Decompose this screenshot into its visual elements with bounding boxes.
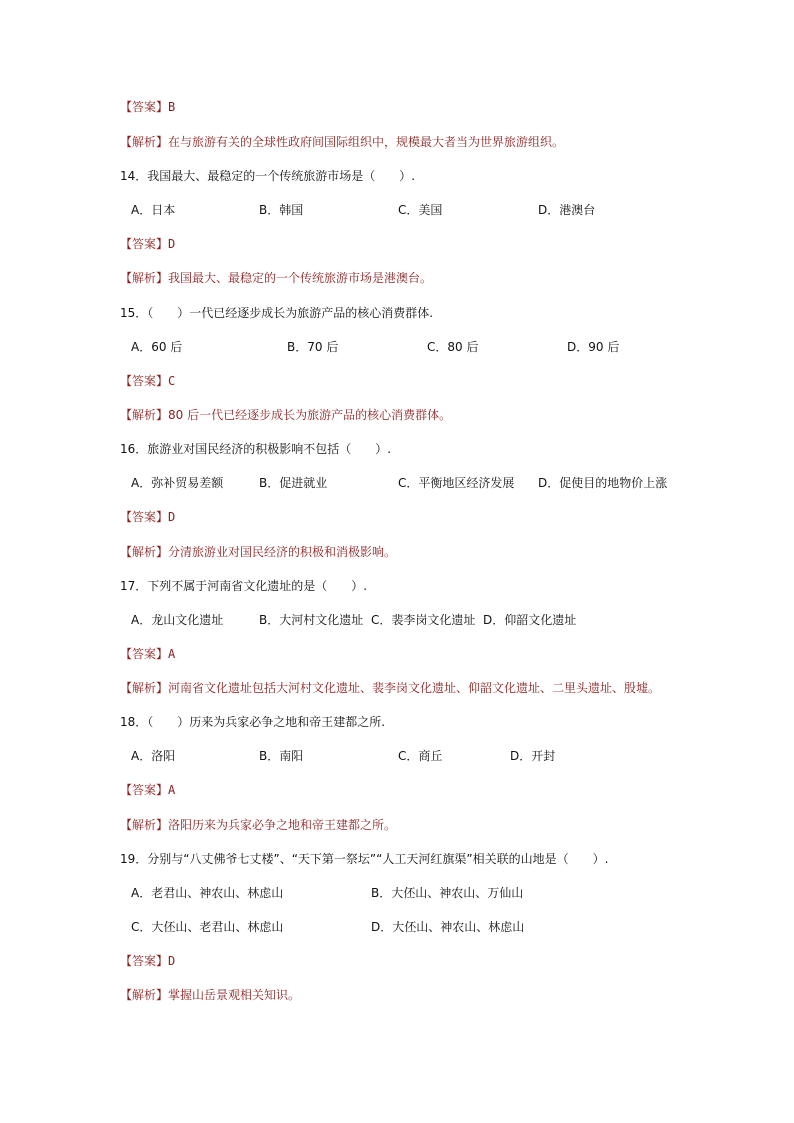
option-16-a: A．弥补贸易差额 (131, 476, 224, 490)
option-15-d: D．90 后 (567, 340, 620, 354)
analysis-label: 【解析】 (120, 988, 169, 1002)
option-14-a: A．日本 (131, 203, 176, 217)
analysis-line-18 (120, 817, 396, 833)
option-18-a: A．洛阳 (131, 749, 176, 763)
analysis-label: 【解析】 (120, 818, 169, 832)
analysis-text: 我国最大、最稳定的一个传统旅游市场是港澳台。 (168, 271, 433, 285)
answer-label: 【答案】 (120, 237, 169, 251)
answer-value: B (168, 100, 176, 114)
answer-line-18 (120, 782, 175, 798)
answer-value: C (168, 374, 176, 388)
question-14: 14．我国最大、最稳定的一个传统旅游市场是（ ）. (120, 169, 416, 183)
option-15-b: B．70 后 (287, 340, 339, 354)
answer-label: 【答案】 (120, 783, 169, 797)
answer-value: A (168, 783, 176, 797)
analysis-text: 分清旅游业对国民经济的积极和消极影响。 (168, 545, 397, 559)
question-18: 18．（ ）历来为兵家必争之地和帝王建都之所. (120, 715, 386, 729)
option-15-c: C．80 后 (427, 340, 479, 354)
option-18-d: D．开封 (510, 749, 556, 763)
option-14-b: B．韩国 (259, 203, 304, 217)
option-19-c: C．大伾山、老君山、林虑山 (131, 920, 284, 934)
analysis-line-17 (120, 680, 660, 696)
answer-line-19 (120, 953, 175, 969)
question-16: 16．旅游业对国民经济的积极影响不包括（ ）. (120, 442, 392, 456)
option-15-a: A．60 后 (131, 340, 183, 354)
answer-label: 【答案】 (120, 510, 169, 524)
analysis-text: 掌握山岳景观相关知识。 (168, 988, 301, 1002)
answer-label: 【答案】 (120, 954, 169, 968)
option-18-b: B．南阳 (259, 749, 304, 763)
analysis-line-19 (120, 987, 300, 1003)
option-19-d: D．大伾山、神农山、林虑山 (371, 920, 525, 934)
analysis-text: 洛阳历来为兵家必争之地和帝王建都之所。 (168, 818, 397, 832)
option-19-b: B．大伾山、神农山、万仙山 (371, 886, 524, 900)
answer-value: A (168, 647, 176, 661)
analysis-text: 在与旅游有关的全球性政府间国际组织中，规模最大者当为世界旅游组织。 (168, 135, 565, 149)
answer-line-17 (120, 646, 175, 662)
question-15: 15．（ ）一代已经逐步成长为旅游产品的核心消费群体. (120, 306, 434, 320)
analysis-label: 【解析】 (120, 135, 169, 149)
option-16-d: D．促使目的地物价上涨 (538, 476, 668, 490)
option-17-d: D．仰韶文化遗址 (483, 613, 577, 627)
analysis-label: 【解析】 (120, 271, 169, 285)
analysis-line-15 (120, 407, 451, 423)
option-17-b: B．大河村文化遗址 (259, 613, 364, 627)
analysis-line-13 (120, 134, 564, 150)
answer-label: 【答案】 (120, 100, 169, 114)
analysis-line-14 (120, 270, 432, 286)
option-14-c: C．美国 (398, 203, 443, 217)
analysis-label: 【解析】 (120, 681, 169, 695)
option-17-c: C．裴李岗文化遗址 (371, 613, 476, 627)
question-19: 19．分别与“八丈佛爷七丈楼”、“天下第一祭坛”“人工天河红旗渠”相关联的山地是（ ）. (120, 852, 609, 866)
analysis-text: 80 后一代已经逐步成长为旅游产品的核心消费群体。 (168, 408, 452, 422)
analysis-text: 河南省文化遗址包括大河村文化遗址、裴李岗文化遗址、仰韶文化遗址、二里头遗址、殷墟。 (168, 681, 661, 695)
option-16-b: B．促进就业 (259, 476, 328, 490)
option-14-d: D．港澳台 (538, 203, 596, 217)
answer-value: D (168, 954, 176, 968)
option-17-a: A．龙山文化遗址 (131, 613, 224, 627)
question-17: 17．下列不属于河南省文化遗址的是（ ）. (120, 579, 368, 593)
answer-line-15 (120, 373, 175, 389)
answer-value: D (168, 237, 176, 251)
option-16-c: C．平衡地区经济发展 (398, 476, 515, 490)
option-19-a: A．老君山、神农山、林虑山 (131, 886, 284, 900)
answer-label: 【答案】 (120, 374, 169, 388)
analysis-line-16 (120, 544, 396, 560)
analysis-label: 【解析】 (120, 545, 169, 559)
answer-line-16 (120, 509, 175, 525)
answer-label: 【答案】 (120, 647, 169, 661)
answer-line-14 (120, 236, 175, 252)
analysis-label: 【解析】 (120, 408, 169, 422)
answer-line-13 (120, 99, 175, 115)
option-18-c: C．商丘 (398, 749, 443, 763)
answer-value: D (168, 510, 176, 524)
